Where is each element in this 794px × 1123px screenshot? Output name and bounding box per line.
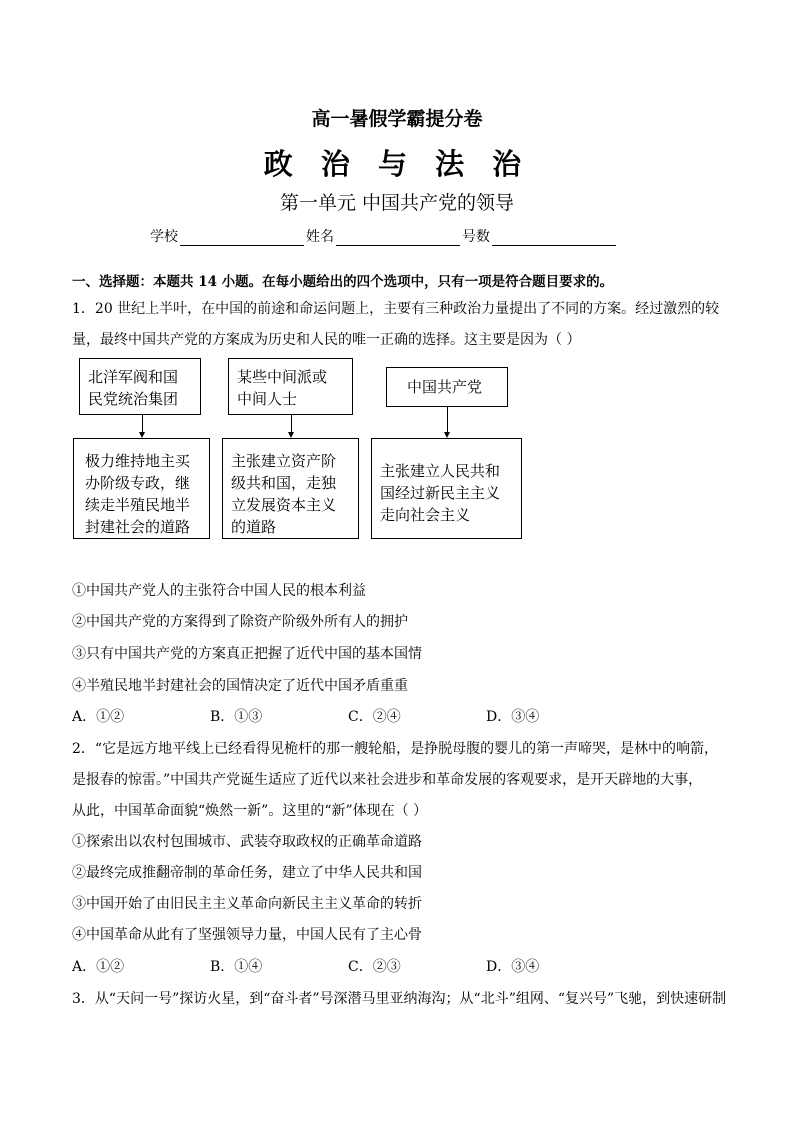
bottom-box-cpc-path [371,438,522,539]
box-line: 主张建立资产阶 [231,452,337,470]
q1-option-a[interactable]: A．①② [72,709,125,725]
q1-stem-line1: 1．20 世纪上半叶，在中国的前途和命运问题上，主要有三种政治力量提出了不同的方案。经过激烈的较 [72,301,720,317]
box-line: 级共和国，走独 [231,474,337,492]
q1-item-2: ②中国共产党的方案得到了除资产阶级外所有人的拥护 [72,614,408,630]
q2-option-c[interactable]: C．②③ [348,959,401,975]
box-line: 办阶级专政，继 [85,474,191,492]
box-line: 走向社会主义 [380,506,471,524]
q2-option-d[interactable]: D．③④ [486,959,540,975]
q1-item-4: ④半殖民地半封建社会的国情决定了近代中国矛盾重重 [72,678,408,694]
q2-item-4: ④中国革命从此有了坚强领导力量，中国人民有了主心骨 [72,927,422,943]
top-box-middle-parties [228,358,353,415]
box-line: 北洋军阀和国 [88,368,179,386]
q2-item-1: ①探索出以农村包围城市、武装夺取政权的正确革命道路 [72,834,422,850]
school-field[interactable] [180,231,304,246]
section-heading: 一、选择题：本题共 14 小题。在每小题给出的四个选项中，只有一项是符合题目要求的。 [72,274,614,290]
q1-option-b[interactable]: B．①③ [210,709,263,725]
subject-title: 政 治 与 法 治 [263,147,531,181]
q2-stem-line1: 2．“它是远方地平线上已经看得见桅杆的那一艘轮船，是挣脱母腹的婴儿的第一声啼哭，是林中的响箭， [72,741,719,757]
top-box-cpc [386,367,508,407]
arrow-line [291,415,292,433]
q3-stem-line1: 3．从“天问一号”探访火星，到“奋斗者”号深潜马里亚纳海沟；从“北斗”组网、“复兴号”飞驰，到快速研制 [72,991,727,1007]
number-field[interactable] [492,231,616,246]
name-label: 姓名 [306,229,334,245]
q1-option-c[interactable]: C．②④ [348,709,401,725]
arrow-line [142,415,143,433]
unit-title: 第一单元 中国共产党的领导 [279,192,515,214]
box-line: 立发展资本主义 [231,496,337,514]
q1-item-1: ①中国共产党人的主张符合中国人民的根本利益 [72,583,366,599]
q1-stem-line2: 量，最终中国共产党的方案成为历史和人民的唯一正确的选择。这主要是因为（ ） [72,332,581,348]
box-line: 主张建立人民共和 [380,462,501,480]
box-line: 中国共产党 [407,378,483,396]
student-info-line [150,226,618,246]
q2-option-b[interactable]: B．①④ [210,959,263,975]
name-field[interactable] [336,231,460,246]
q1-option-d[interactable]: D．③④ [486,709,540,725]
q2-item-3: ③中国开始了由旧民主主义革命向新民主主义革命的转折 [72,896,422,912]
box-line: 民党统治集团 [88,390,179,408]
box-line: 续走半殖民地半 [85,496,191,514]
box-line: 极力维持地主买 [85,452,191,470]
box-line: 封建社会的道路 [85,518,191,536]
q1-item-3: ③只有中国共产党的方案真正把握了近代中国的基本国情 [72,646,422,662]
school-label: 学校 [150,229,178,245]
q2-item-2: ②最终完成推翻帝制的革命任务，建立了中华人民共和国 [72,865,422,881]
box-line: 的道路 [231,518,277,536]
top-box-warlords [79,358,201,415]
exam-title: 高一暑假学霸提分卷 [311,108,483,130]
number-label: 号数 [462,229,490,245]
box-line: 中间人士 [237,390,298,408]
bottom-box-middle-path [222,438,359,539]
q2-option-a[interactable]: A．①② [72,959,125,975]
bottom-box-warlords-path [73,438,210,539]
arrow-line [447,407,448,433]
q2-stem-line3: 从此，中国革命面貌“焕然一新”。这里的“新”体现在（ ） [72,803,428,819]
box-line: 国经过新民主主义 [380,484,501,502]
q2-stem-line2: 是报春的惊雷。”中国共产党诞生适应了近代以来社会进步和革命发展的客观要求，是开天辟地的大事， [72,772,703,788]
box-line: 某些中间派或 [237,368,328,386]
